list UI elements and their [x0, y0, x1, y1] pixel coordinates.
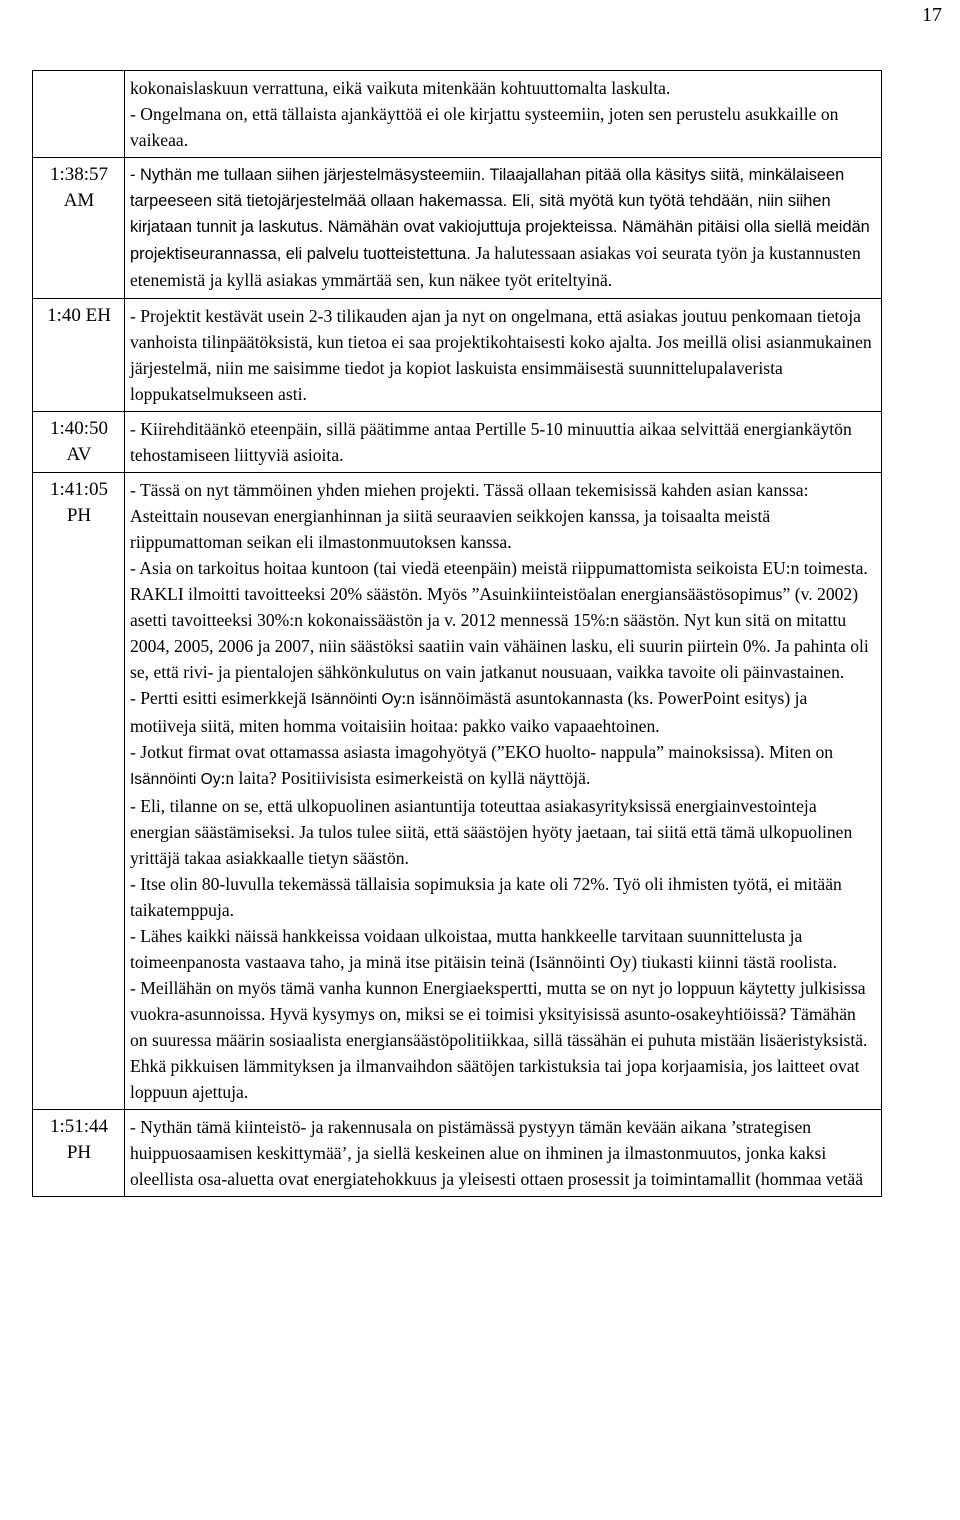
transcript-cell — [125, 1110, 882, 1197]
paragraph-text: :n laita? Positiivisista esimerkeistä on kyllä näyttöjä. — [220, 768, 591, 788]
table-row — [33, 1110, 882, 1197]
timestamp-cell: 1:51:44 PH — [33, 1110, 125, 1197]
transcript-cell — [125, 412, 882, 473]
table-row — [33, 158, 882, 299]
paragraph — [130, 685, 877, 739]
paragraph: - Nythän tämä kiinteistö- ja rakennusala on pistämässä pystyyn tämän kevään aikana ’strategisen huippuosaamisen keskittymää’, ja siellä keskeinen alue on ihminen ja ilmastonmuutos, jonka kaksi oleellista osa-aluetta ovat energiatehokkuus ja yleisesti ottaen prosessit ja toimintamallit (hommaa vetää — [130, 1117, 864, 1189]
paragraph-text: Ja halutessaan asiakas voi seurata työn ja kustannusten etenemistä ja kyllä asiakas ymmärtää sen, kun näkee työt eriteltyinä. — [130, 243, 861, 290]
table-row — [33, 412, 882, 473]
timestamp-cell: 1:38:57 AM — [33, 158, 125, 299]
paragraph — [130, 739, 877, 793]
paragraph: - Lähes kaikki näissä hankkeissa voidaan ulkoistaa, mutta hankkeelle tarvitaan suunnittelusta ja toimeenpanosta vastaava taho, ja minä itse pitäisin teinä (Isännöinti Oy) tiukasti kiinni tästä roolista. — [130, 926, 838, 972]
paragraph: kokonaislaskuun verrattuna, eikä vaikuta mitenkään kohtuuttomalta laskulta. — [130, 78, 671, 98]
paragraph: - Eli, tilanne on se, että ulkopuolinen asiantuntija toteuttaa asiakasyrityksissä energiainvestointeja energian säästämiseksi. Ja tulos tulee siitä, että säästöjen hyöty jaetaan, tai siitä että tämä ulkopuolinen yrittäjä takaa asiakkaalle tietyn säästön. — [130, 796, 853, 868]
transcript-cell — [125, 299, 882, 412]
paragraph — [130, 162, 877, 294]
table-row — [33, 71, 882, 158]
paragraph-text: - Nythän me tullaan siihen järjestelmäsysteemiin. Tilaajallahan pitää olla käsitys siitä, minkälaiseen tarpeeseen sitä tietojärjestelmää ollaan hakemassa. Eli, sitä myötä kun työtä tehdään, niin siihen kirjataan tunnit ja laskutus. Nämähän ovat vakiojuttuja projekteissa. Nämähän pitäisi olla siellä meidän projektiseurannassa, eli palvelu tuotteistettuna. — [130, 166, 870, 263]
transcript-cell — [125, 71, 882, 158]
transcript-cell — [125, 473, 882, 1110]
paragraph: - Asia on tarkoitus hoitaa kuntoon (tai viedä eteenpäin) meistä riippumattomista seikoista EU:n toimesta. RAKLI ilmoitti tavoitteeksi 20% säästön. Myös ”Asuinkiinteistöalan energiansäästösopimus” (v. 2002) asetti tavoitteeksi 30%:n kokonaissäästön ja v. 2012 mennessä 15%:n säästön. Nyt kun sitä on mitattu 2004, 2005, 2006 ja 2007, niin säästöksi saatiin vain vähäinen lasku, eli suurin piirtein 0%. Ja pahinta oli se, että rivi- ja pientalojen sähkönkulutus on vain jatkanut nousuaan, vaikka tavoite oli päinvastainen. — [130, 558, 869, 682]
paragraph: - Tässä on nyt tämmöinen yhden miehen projekti. Tässä ollaan tekemisissä kahden asian kanssa: Asteittain nousevan energianhinnan ja siitä seuraavien seikkojen kanssa, ja toisaalta meistä riippumattoman seikan eli ilmastonmuutoksen kanssa. — [130, 480, 809, 552]
timestamp-cell — [33, 71, 125, 158]
timestamp-cell: 1:41:05 PH — [33, 473, 125, 1110]
paragraph: - Itse olin 80-luvulla tekemässä tällaisia sopimuksia ja kate oli 72%. Työ oli ihmisten työtä, ei mitään taikatemppuja. — [130, 874, 842, 920]
table-row — [33, 299, 882, 412]
company-name: Isännöinti Oy — [130, 771, 221, 788]
paragraph: - Ongelmana on, että tällaista ajankäyttöä ei ole kirjattu systeemiin, joten sen perustelu asukkaille on vaikeaa. — [130, 104, 839, 150]
page-number: 17 — [922, 4, 942, 26]
paragraph: - Meillähän on myös tämä vanha kunnon Energiaekspertti, mutta se on nyt jo loppuun käytetty julkisissa vuokra-asunnoissa. Hyvä kysymys on, miksi se ei toimisi yksityisissä asunto-osakeyhtiöissä? Tämähän on suuressa määrin sosiaalista energiansäästöpolitiikkaa, sillä tässähän ei puhuta mistään lisäeristyksistä. Ehkä pikkuisen lämmityksen ja ilmanvaihdon säätöjen tarkistuksia tai jopa korjaamisia, jos laitteet ovat loppuun ajettuja. — [130, 978, 868, 1102]
paragraph-text: - Jotkut firmat ovat ottamassa asiasta imagohyötyä (”EKO huolto- nappula” mainoksissa). Miten on — [130, 742, 834, 762]
transcript-cell — [125, 158, 882, 299]
timestamp-cell: 1:40 EH — [33, 299, 125, 412]
transcript-table — [32, 70, 882, 1197]
paragraph-text: - Pertti esitti esimerkkejä — [130, 688, 311, 708]
paragraph: - Kiirehditäänkö eteenpäin, sillä päätimme antaa Pertille 5-10 minuuttia aikaa selvittää energiankäytön tehostamiseen liittyviä asioita. — [130, 419, 852, 465]
company-name: Isännöinti Oy — [310, 691, 402, 708]
paragraph: - Projektit kestävät usein 2-3 tilikauden ajan ja nyt on ongelmana, että asiakas joutuu penkomaan tietoja vanhoista tilinpäätöksistä, kun tietoa ei saa projektikohtaisesti koko ajalta. Jos meillä olisi asianmukainen järjestelmä, niin me saisimme tiedot ja kopiot laskuista ensimmäisestä suunnittelupalaverista loppukatselmukseen asti. — [130, 306, 872, 404]
paragraph-text: :n isännöimästä asuntokannasta (ks. PowerPoint esitys) ja motiiveja siitä, miten homma voitaisiin hoitaa: pakko vaiko vapaaehtoinen. — [130, 688, 808, 736]
table-row — [33, 473, 882, 1110]
timestamp-cell: 1:40:50 AV — [33, 412, 125, 473]
